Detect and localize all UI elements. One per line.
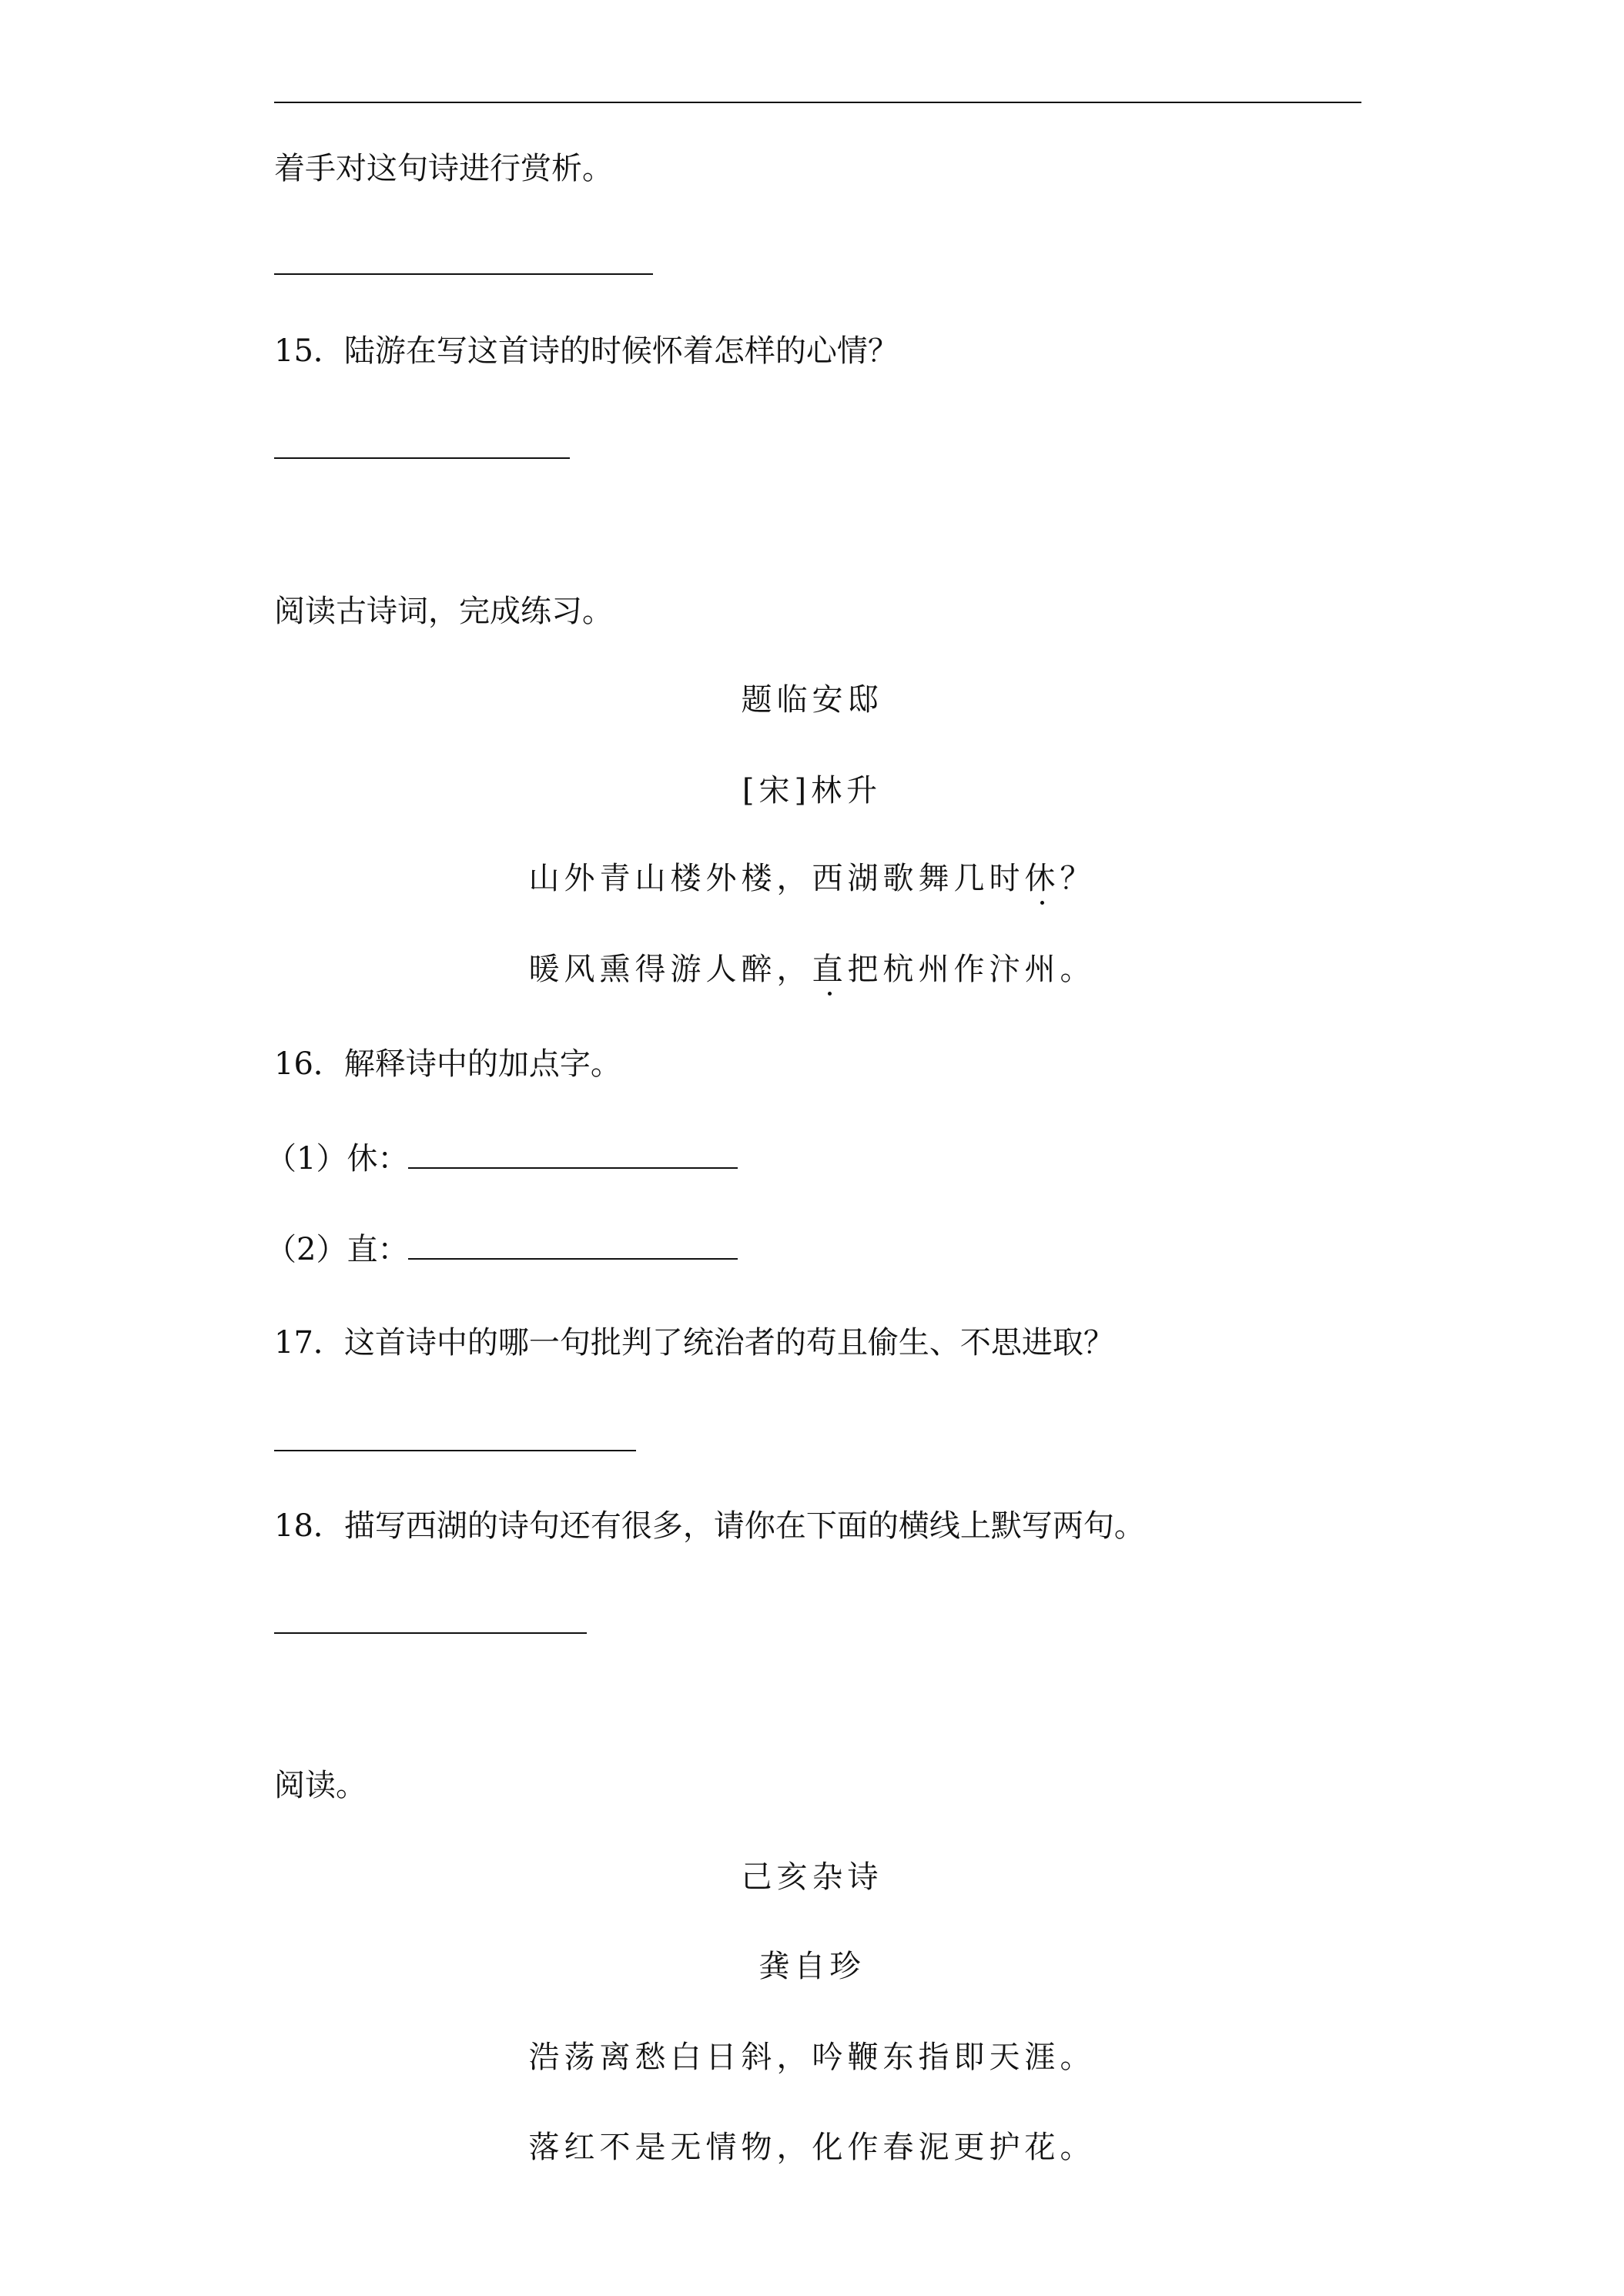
poem2-line2-post: 把杭州作汴州。 (847, 952, 1096, 987)
answer-line-intro[interactable] (274, 273, 653, 275)
answer-line-18[interactable] (274, 1632, 587, 1634)
poem2-line1 (0, 860, 1624, 897)
answer-line-17[interactable] (274, 1450, 636, 1451)
poem2-line1-post: ？ (1060, 861, 1096, 896)
emphasis-dot-char-xiu: 休 (1024, 861, 1060, 896)
poem3-line1: 浩荡离愁白日斜，吟鞭东指即天涯。 (528, 2040, 1096, 2075)
intro-text: 着手对这句诗进行赏析。 (274, 151, 613, 186)
poem2-title: 题临安邸 (741, 682, 883, 718)
question-18: 18．描写西湖的诗句还有很多，请你在下面的横线上默写两句。 (274, 1508, 1145, 1544)
answer-line-top[interactable] (274, 102, 1361, 103)
answer-line-15[interactable] (274, 457, 570, 459)
question-17: 17．这首诗中的哪一句批判了统治者的苟且偷生、不思进取？ (274, 1325, 1114, 1361)
question-16-2 (266, 1230, 738, 1268)
answer-blank-16-1[interactable] (408, 1140, 738, 1169)
question-16: 16．解释诗中的加点字。 (274, 1046, 621, 1082)
section2-instruction: 阅读古诗词，完成练习。 (274, 594, 613, 629)
answer-blank-16-2[interactable] (408, 1230, 738, 1260)
poem3-author: 龚自珍 (758, 1949, 866, 1984)
poem2-author: [宋]林升 (742, 773, 882, 808)
question-16-2-label: （2）直： (266, 1232, 409, 1267)
poem3-line2: 落红不是无情物，化作春泥更护花。 (528, 2130, 1096, 2165)
question-15: 15．陆游在写这首诗的时候怀着怎样的心情？ (274, 333, 899, 369)
section3-instruction: 阅读。 (274, 1768, 367, 1803)
emphasis-dot-char-zhi: 直 (812, 952, 848, 987)
poem2-line1-pre: 山外青山楼外楼，西湖歌舞几时 (528, 861, 1025, 896)
question-16-1 (266, 1140, 738, 1177)
question-16-1-label: （1）休： (266, 1141, 409, 1176)
poem2-line2-pre: 暖风熏得游人醉， (528, 952, 812, 987)
poem3-title: 己亥杂诗 (741, 1859, 883, 1895)
poem2-line2 (0, 951, 1624, 988)
